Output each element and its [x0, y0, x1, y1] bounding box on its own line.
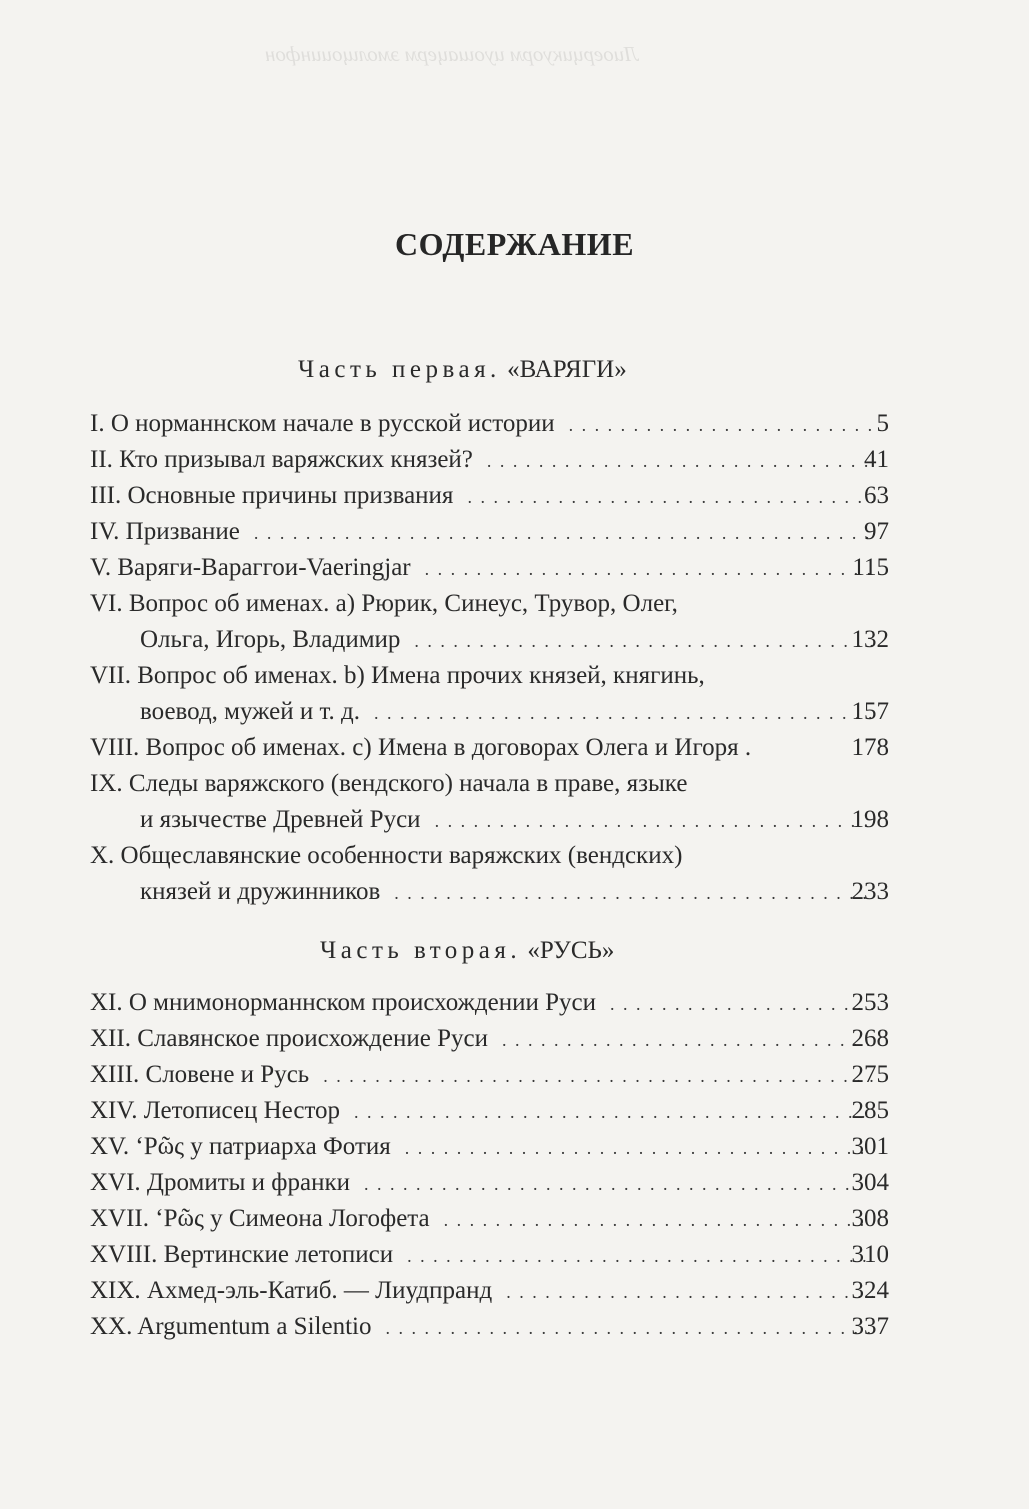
leader-dots	[467, 479, 873, 515]
toc-entry	[0, 1201, 1029, 1237]
toc-part-2	[0, 985, 1029, 1345]
toc-entry-title: III. Основные причины призвания	[90, 482, 454, 509]
toc-entry-title: XX. Argumentum a Silentio	[90, 1313, 372, 1340]
toc-entry-title: V. Варяги-Вараггои-Vaeringjar	[90, 554, 411, 581]
toc-entry-title: XVIII. Вертинские летописи	[90, 1241, 394, 1268]
toc-entry-title: IV. Призвание	[90, 518, 240, 545]
toc-entry	[0, 730, 1029, 766]
part-heading-1	[298, 356, 898, 384]
leader-dots	[374, 695, 873, 731]
toc-page-number: 253	[851, 989, 889, 1016]
toc-entry-continuation: Ольга, Игорь, Владимир	[140, 626, 401, 653]
toc-entry-title: XIX. Ахмед-эль-Катиб. — Лиудпранд	[90, 1277, 493, 1304]
toc-entry	[0, 985, 1029, 1021]
leader-dots	[444, 1202, 873, 1238]
toc-page-number: 233	[851, 878, 889, 905]
toc-page-number: 41	[864, 446, 889, 473]
leader-dots	[506, 1274, 873, 1310]
part-name: «РУСЬ»	[527, 937, 615, 964]
toc-entry	[0, 1129, 1029, 1165]
bleed-through-header: Лиоерцикуорм иуошацерм эмолщоиинфон	[265, 42, 639, 66]
toc-entry-title: X. Общеславянские особенности варяжских (вендских)	[90, 842, 683, 869]
toc-page-number: 337	[851, 1313, 889, 1340]
toc-entry	[0, 1237, 1029, 1273]
toc-page-number: 5	[876, 410, 889, 437]
toc-entry-title: VII. Вопрос об именах. b) Имена прочих князей, княгинь,	[90, 662, 705, 689]
leader-dots	[364, 1166, 873, 1202]
toc-entry-title: XI. О мнимонорманнском происхождении Руси	[90, 989, 596, 1016]
toc-entry-title: VIII. Вопрос об именах. с) Имена в договорах Олега и Игоря .	[90, 734, 752, 761]
toc-entry	[0, 658, 1029, 730]
leader-dots	[354, 1094, 873, 1130]
toc-entry	[0, 766, 1029, 838]
toc-entry	[0, 1165, 1029, 1201]
toc-entry	[0, 514, 1029, 550]
toc-entry	[0, 478, 1029, 514]
toc-entry	[0, 442, 1029, 478]
toc-page-number: 63	[864, 482, 889, 509]
toc-page-number: 178	[851, 734, 889, 761]
toc-page-number: 304	[851, 1169, 889, 1196]
toc-entry-title: XV. ‘Ρῶς у патриарха Фотия	[90, 1133, 391, 1160]
toc-page-number: 324	[851, 1277, 889, 1304]
part-label: Часть вторая.	[320, 937, 522, 964]
toc-page-number: 97	[864, 518, 889, 545]
toc-entry-title: XVI. Дромиты и франки	[90, 1169, 351, 1196]
toc-page-number: 115	[852, 554, 889, 581]
toc-entry-title: I. О норманнском начале в русской истории	[90, 410, 555, 437]
toc-entry	[0, 838, 1029, 910]
toc-entry-title: VI. Вопрос об именах. а) Рюрик, Синеус, Трувор, Олег,	[90, 590, 678, 617]
toc-entry	[0, 1021, 1029, 1057]
leader-dots	[435, 803, 873, 839]
toc-page-number: 268	[851, 1025, 889, 1052]
part-heading-2	[320, 937, 920, 965]
toc-page-number: 275	[851, 1061, 889, 1088]
toc-page-number: 308	[851, 1205, 889, 1232]
leader-dots	[569, 407, 873, 443]
leader-dots	[407, 1238, 873, 1274]
leader-dots	[425, 551, 873, 587]
toc-page-number: 301	[851, 1133, 889, 1160]
toc-entry	[0, 1273, 1029, 1309]
toc-entry-continuation: князей и дружинников	[140, 878, 381, 905]
leader-dots	[254, 515, 873, 551]
toc-entry	[0, 1057, 1029, 1093]
toc-entry-title: XIV. Летописец Нестор	[90, 1097, 341, 1124]
toc-part-1	[0, 406, 1029, 910]
toc-page-number: 132	[851, 626, 889, 653]
page-title: СОДЕРЖАНИЕ	[394, 226, 635, 262]
toc-entry-title: XVII. ‘Ρῶς у Симеона Логофета	[90, 1205, 430, 1232]
leader-dots	[323, 1058, 873, 1094]
toc-page-number: 285	[851, 1097, 889, 1124]
toc-entry	[0, 550, 1029, 586]
toc-page-number: 310	[851, 1241, 889, 1268]
toc-entry-title: XIII. Словене и Русь	[90, 1061, 310, 1088]
toc-entry	[0, 586, 1029, 658]
toc-entry	[0, 1309, 1029, 1345]
part-label: Часть первая.	[298, 356, 501, 383]
leader-dots	[502, 1022, 873, 1058]
toc-entry	[0, 1093, 1029, 1129]
toc-entry	[0, 406, 1029, 442]
leader-dots	[405, 1130, 873, 1166]
toc-page-number: 198	[851, 806, 889, 833]
toc-entry-title: IX. Следы варяжского (вендского) начала в праве, языке	[90, 770, 688, 797]
leader-dots	[414, 623, 873, 659]
part-name: «ВАРЯГИ»	[507, 356, 627, 383]
toc-entry-title: II. Кто призывал варяжских князей?	[90, 446, 473, 473]
leader-dots	[385, 1310, 873, 1346]
toc-entry-title: XII. Славянское происхождение Руси	[90, 1025, 488, 1052]
leader-dots	[394, 875, 873, 911]
toc-entry-continuation: воевод, мужей и т. д.	[140, 698, 360, 725]
toc-page-number: 157	[851, 698, 889, 725]
toc-entry-continuation: и язычестве Древней Руси	[140, 806, 421, 833]
leader-dots	[487, 443, 873, 479]
